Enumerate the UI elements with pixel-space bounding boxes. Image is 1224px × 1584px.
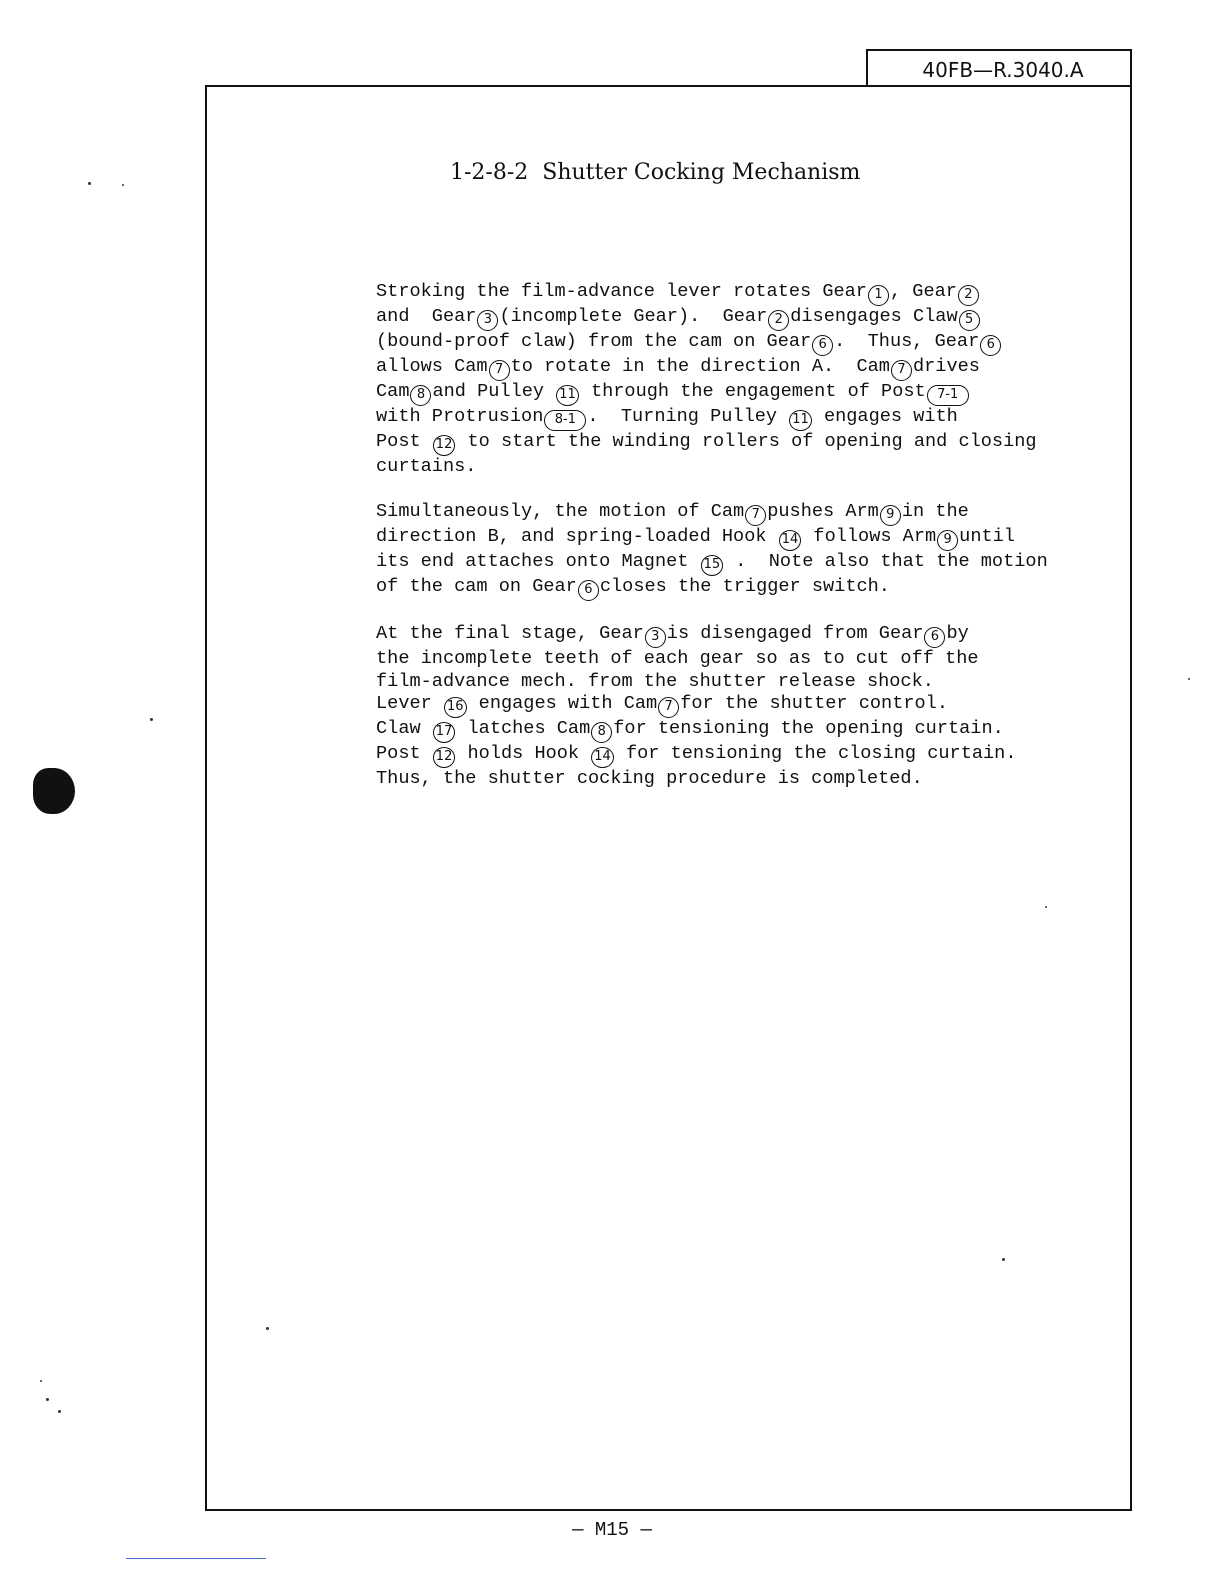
part-number-callout: 9 — [880, 505, 901, 526]
part-number-callout: 7 — [745, 505, 766, 526]
scan-speck — [1002, 1258, 1005, 1261]
part-number-callout: 12 — [433, 435, 456, 456]
text-segment: . Note also that the motion — [724, 550, 1048, 572]
part-number-callout: 8 — [410, 385, 431, 406]
part-number-callout: 7-1 — [927, 385, 969, 406]
text-line — [376, 671, 1076, 694]
part-number-callout: 8-1 — [544, 410, 586, 431]
text-segment: . Turning Pulley — [587, 406, 789, 427]
text-segment: to rotate in the direction A. Cam — [510, 356, 890, 377]
body-text — [376, 281, 1076, 813]
part-number-callout: 14 — [591, 747, 614, 768]
section-heading: 1-2-8-2 Shutter Cocking Mechanism — [450, 160, 861, 185]
paragraph — [376, 281, 1076, 479]
part-number-callout: 16 — [444, 697, 467, 718]
part-number-callout: 12 — [433, 747, 456, 768]
text-line — [376, 406, 1076, 431]
text-segment: Post — [376, 431, 432, 452]
part-number-callout: 1 — [868, 285, 889, 306]
text-line — [376, 576, 1076, 601]
text-line — [376, 331, 1076, 356]
text-segment: At the final stage, Gear — [376, 622, 644, 644]
part-number-callout: 2 — [768, 310, 789, 331]
text-segment: is disengaged from Gear — [666, 622, 924, 644]
scan-speck — [1045, 906, 1047, 908]
text-segment: follows Arm — [802, 525, 937, 547]
text-segment: of the cam on Gear — [376, 575, 577, 597]
text-segment: and Pulley — [432, 381, 556, 402]
text-segment: drives — [912, 356, 980, 377]
text-line — [376, 693, 1076, 718]
part-number-callout: 17 — [433, 722, 456, 743]
document-reference: 40FB—R.3040.A — [922, 58, 1084, 82]
scan-speck — [58, 1410, 61, 1413]
text-line — [376, 456, 1076, 479]
text-line — [376, 306, 1076, 331]
text-line — [376, 356, 1076, 381]
part-number-callout: 3 — [477, 310, 498, 331]
text-segment: with Protrusion — [376, 406, 544, 427]
text-line — [376, 501, 1076, 526]
text-segment: Lever — [376, 693, 443, 715]
text-segment: to start the winding rollers of opening and closing — [456, 431, 1037, 452]
part-number-callout: 6 — [924, 627, 945, 648]
text-line — [376, 743, 1076, 768]
scan-speck — [122, 184, 124, 186]
text-segment: (bound-proof claw) from the cam on Gear — [376, 331, 812, 352]
text-segment: engages with Cam — [467, 693, 658, 715]
text-segment: by — [946, 622, 969, 644]
part-number-callout: 7 — [658, 697, 679, 718]
text-segment: Post — [376, 743, 432, 765]
part-number-callout: 2 — [958, 285, 979, 306]
part-number-callout: 8 — [591, 722, 612, 743]
text-line — [376, 768, 1076, 791]
scan-speck — [46, 1398, 49, 1401]
text-segment: . Thus, Gear — [834, 331, 980, 352]
text-line — [376, 281, 1076, 306]
text-segment: Simultaneously, the motion of Cam — [376, 500, 745, 522]
part-number-callout: 6 — [980, 335, 1001, 356]
part-number-callout: 3 — [645, 627, 666, 648]
part-number-callout: 5 — [959, 310, 980, 331]
text-line — [376, 381, 1076, 406]
part-number-callout: 7 — [891, 360, 912, 381]
text-segment: for the shutter control. — [680, 693, 948, 715]
text-segment: through the engagement of Post — [579, 381, 926, 402]
text-segment: the incomplete teeth of each gear so as to cut off the — [376, 647, 979, 669]
part-number-callout: 15 — [701, 555, 724, 576]
text-line — [376, 551, 1076, 576]
text-segment: , Gear — [889, 281, 957, 302]
part-number-callout: 11 — [556, 385, 579, 406]
text-line — [376, 718, 1076, 743]
paragraph — [376, 623, 1076, 791]
text-segment: Thus, the shutter cocking procedure is completed. — [376, 768, 923, 790]
text-segment: film-advance mech. from the shutter release shock. — [376, 670, 934, 692]
text-segment: Stroking the film-advance lever rotates Gear — [376, 281, 867, 302]
text-segment: curtains. — [376, 456, 477, 477]
text-segment: holds Hook — [456, 743, 591, 765]
text-line — [376, 648, 1076, 671]
page-number: — M15 — — [572, 1519, 652, 1541]
text-segment: (incomplete Gear). Gear — [499, 306, 768, 327]
part-number-callout: 14 — [779, 530, 802, 551]
text-segment: direction B, and spring-loaded Hook — [376, 525, 778, 547]
binder-hole-mark — [33, 768, 75, 814]
part-number-callout: 9 — [937, 530, 958, 551]
text-segment: its end attaches onto Magnet — [376, 550, 700, 572]
text-segment: engages with — [812, 406, 958, 427]
part-number-callout: 11 — [789, 410, 812, 431]
scan-speck — [266, 1327, 269, 1330]
scan-speck — [1188, 678, 1190, 680]
part-number-callout: 6 — [578, 580, 599, 601]
document-reference-box — [866, 49, 1132, 87]
scan-speck — [150, 718, 153, 721]
part-number-callout: 7 — [489, 360, 510, 381]
text-line — [376, 526, 1076, 551]
text-line — [376, 623, 1076, 648]
scan-speck — [40, 1380, 42, 1382]
text-segment: for tensioning the opening curtain. — [613, 718, 1004, 740]
text-segment: in the — [901, 500, 969, 522]
text-segment: Claw — [376, 718, 432, 740]
text-segment: latches Cam — [456, 718, 591, 740]
text-segment: for tensioning the closing curtain. — [614, 743, 1017, 765]
text-segment: until — [959, 525, 1015, 547]
paragraph — [376, 501, 1076, 601]
text-line — [376, 431, 1076, 456]
scan-underline-mark — [126, 1558, 266, 1559]
text-segment: closes the trigger switch. — [599, 575, 890, 597]
scan-speck — [88, 182, 91, 185]
text-segment: pushes Arm — [767, 500, 879, 522]
text-segment: allows Cam — [376, 356, 488, 377]
part-number-callout: 6 — [812, 335, 833, 356]
text-segment: and Gear — [376, 306, 477, 327]
text-segment: disengages Claw — [790, 306, 958, 327]
text-segment: Cam — [376, 381, 410, 402]
